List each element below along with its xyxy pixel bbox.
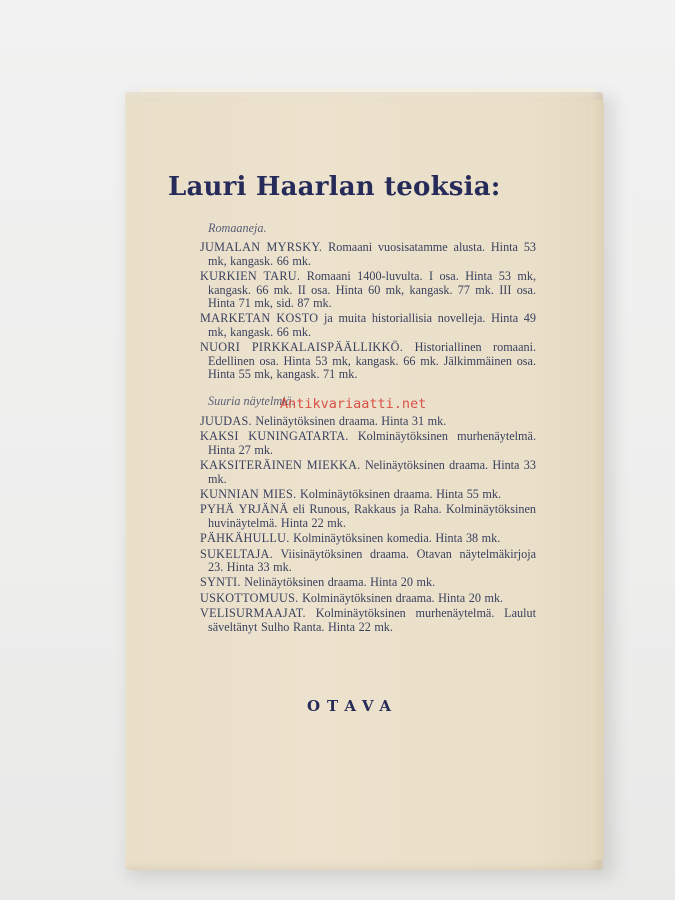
work-name: MARKETAN KOSTO: [200, 311, 319, 326]
list-item: [200, 548, 536, 575]
list-item: [200, 430, 536, 457]
cover-title: Lauri Haarlan teoksia:: [168, 172, 501, 202]
work-name: NUORI PIRKKALAISPÄÄLLIKKÖ.: [200, 340, 404, 355]
work-name: VELISURMAAJAT.: [200, 606, 306, 621]
list-item: [200, 576, 536, 589]
work-name: KURKIEN TARU.: [200, 269, 301, 284]
work-name: KUNNIAN MIES.: [200, 486, 297, 501]
work-name: PÄHKÄHULLU.: [200, 531, 290, 546]
work-description: Nelinäytöksinen draama. Hinta 33 mk.: [208, 458, 536, 486]
work-description: eli Runous, Rakkaus ja Raha. Kolminäytöksinen huvinäytelmä. Hinta 22 mk.: [208, 502, 536, 530]
list-item: [200, 341, 536, 381]
watermark: Antikvariaatti.net: [280, 396, 427, 412]
work-name: PYHÄ YRJÄNÄ: [200, 502, 289, 517]
list-item: [200, 503, 536, 530]
work-name: SUKELTAJA.: [200, 546, 274, 561]
work-description: ja muita historiallisia novelleja. Hinta 49 mk, kangask. 66 mk.: [208, 311, 536, 339]
work-description: Viisinäytöksinen draama. Otavan näytelmäkirjoja 23. Hinta 33 mk.: [208, 546, 536, 574]
list-item: [200, 459, 536, 486]
list-item: [200, 532, 536, 545]
work-description: Kolminäytöksinen draama. Hinta 20 mk.: [302, 590, 504, 605]
list-item: [200, 607, 536, 634]
list-item: [200, 592, 536, 605]
publisher-name: OTAVA: [306, 697, 399, 715]
work-name: KAKSI KUNINGATARTA.: [200, 429, 349, 444]
list-item: [200, 488, 536, 501]
work-description: Kolminäytöksinen murhenäytelmä. Laulut säveltänyt Sulho Ranta. Hinta 22 mk.: [208, 606, 536, 634]
works-list: [200, 222, 536, 636]
work-name: KAKSITERÄINEN MIEKKA.: [200, 458, 361, 473]
work-name: JUMALAN MYRSKY.: [200, 240, 323, 255]
work-description: Nelinäytöksinen draama. Hinta 20 mk.: [244, 575, 436, 590]
work-description: Romaani 1400-luvulta. I osa. Hinta 53 mk, kangask. 66 mk. II osa. Hinta 60 mk, kangask. 77 mk. III osa. Hinta 71 mk, sid. 87 mk.: [208, 269, 537, 311]
work-description: Kolminäytöksinen draama. Hinta 55 mk.: [300, 486, 502, 501]
page-edges-right: [590, 100, 604, 860]
list-item: [200, 312, 536, 339]
work-description: Historiallinen romaani. Edellinen osa. Hinta 53 mk, kangask. 66 mk. Jälkimmäinen osa. Hinta 55 mk, kangask. 71 mk.: [208, 340, 537, 382]
work-description: Nelinäytöksinen draama. Hinta 31 mk.: [255, 413, 447, 428]
list-item: [200, 415, 536, 428]
section-heading-novels: Romaaneja.: [208, 221, 267, 235]
list-item: [200, 270, 536, 310]
section-heading-plays: Suuria näytelmiä.: [208, 394, 295, 409]
work-description: Kolminäytöksinen komedia. Hinta 38 mk.: [293, 531, 501, 546]
work-description: Romaani vuosisatamme alusta. Hinta 53 mk, kangask. 66 mk.: [208, 240, 537, 268]
list-item: [200, 241, 536, 268]
work-description: Kolminäytöksinen murhenäytelmä. Hinta 27 mk.: [208, 429, 536, 457]
work-name: SYNTI.: [200, 575, 241, 590]
work-name: USKOTTOMUUS.: [200, 590, 299, 605]
work-name: JUUDAS.: [200, 413, 252, 428]
